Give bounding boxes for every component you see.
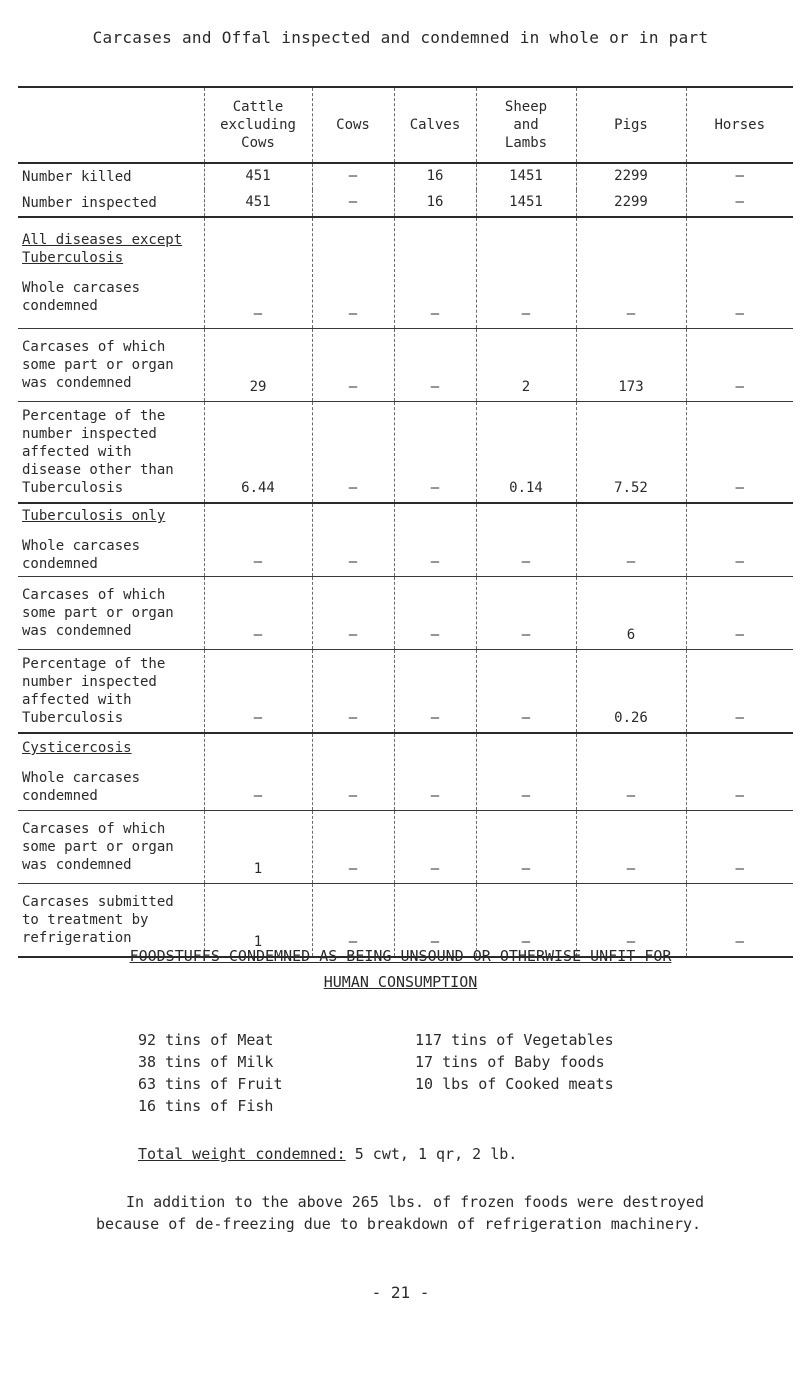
table-cell: [204, 733, 312, 811]
table-cell: [312, 577, 394, 650]
cell-value: –: [521, 627, 531, 643]
total-weight: [138, 1145, 517, 1163]
cell-value: –: [253, 306, 263, 322]
cell-value: –: [430, 480, 440, 496]
list-item: 16 tins of Fish: [138, 1097, 274, 1115]
table-cell: [204, 577, 312, 650]
table-row: [18, 650, 793, 734]
table-header-row: [18, 87, 793, 163]
table-cell: [476, 503, 576, 577]
cell-value: 29: [249, 379, 267, 395]
table-cell: [476, 329, 576, 402]
inspection-table: [18, 86, 793, 958]
column-header: Cows: [312, 87, 394, 163]
table-cell: [394, 503, 476, 577]
column-header: Cattle excluding Cows: [204, 87, 312, 163]
row-label: [18, 503, 204, 577]
cell-value: –: [735, 480, 744, 496]
table-cell: [204, 402, 312, 504]
cell-value: 16: [426, 168, 444, 184]
cell-value: –: [253, 627, 263, 643]
cell-value: –: [626, 788, 636, 804]
table-cell: [204, 217, 312, 329]
cell-value: –: [626, 306, 636, 322]
cell-value: –: [735, 627, 744, 643]
addition-line-2: because of de-freezing due to breakdown of refrigeration machinery.: [96, 1215, 702, 1233]
cell-value: 1451: [509, 194, 543, 210]
cell-value: –: [348, 168, 358, 184]
cell-value: –: [735, 194, 744, 210]
cell-value: –: [430, 710, 440, 726]
cell-value: –: [430, 788, 440, 804]
list-item: 63 tins of Fruit: [138, 1075, 283, 1093]
table-row: [18, 733, 793, 811]
page-title: Carcases and Offal inspected and condemned in whole or in part: [92, 28, 709, 47]
cell-value: –: [521, 934, 531, 950]
foodstuffs-heading: [0, 943, 801, 995]
cell-value: –: [430, 934, 440, 950]
cell-value: –: [626, 934, 636, 950]
table-row: [18, 217, 793, 329]
table-cell: [576, 217, 686, 329]
cell-value: –: [430, 627, 440, 643]
column-header: Sheep and Lambs: [476, 87, 576, 163]
cell-value: –: [348, 480, 358, 496]
table-cell: [686, 163, 793, 190]
cell-value: –: [735, 379, 744, 395]
table-cell: [394, 733, 476, 811]
row-label-text: Carcases of which some part or organ was condemned: [22, 821, 174, 873]
cell-value: –: [348, 627, 358, 643]
section-title: Tuberculosis only: [22, 508, 166, 524]
table-cell: [476, 163, 576, 190]
cell-value: 1: [253, 861, 263, 877]
table-cell: [576, 503, 686, 577]
cell-value: 2299: [614, 194, 648, 210]
table-cell: [686, 650, 793, 734]
table-cell: [204, 650, 312, 734]
cell-value: –: [430, 306, 440, 322]
row-label-text: Whole carcases condemned: [22, 538, 141, 572]
table-cell: [686, 329, 793, 402]
cell-value: 2: [521, 379, 531, 395]
cell-value: –: [521, 306, 531, 322]
table-row: [18, 163, 793, 190]
row-label: [18, 650, 204, 734]
cell-value: –: [348, 194, 358, 210]
list-item: 10 lbs of Cooked meats: [415, 1075, 614, 1093]
row-label: [18, 733, 204, 811]
cell-value: –: [521, 554, 531, 570]
table-cell: [686, 190, 793, 217]
table-cell: [576, 402, 686, 504]
table-cell: [312, 163, 394, 190]
row-label-text: Percentage of the number inspected affected with Tuberculosis: [22, 656, 166, 726]
cell-value: –: [348, 379, 358, 395]
foodstuffs-heading-line1: FOODSTUFFS CONDEMNED AS BEING UNSOUND OR OTHERWISE UNFIT FOR: [129, 947, 672, 965]
cell-value: –: [735, 710, 744, 726]
table-cell: [312, 811, 394, 884]
table-cell: [476, 577, 576, 650]
table-cell: [576, 190, 686, 217]
table-cell: [476, 650, 576, 734]
table-cell: [312, 402, 394, 504]
cell-value: 451: [245, 194, 271, 210]
table-cell: [204, 503, 312, 577]
cell-value: –: [626, 554, 636, 570]
table-cell: [312, 650, 394, 734]
table-row: [18, 811, 793, 884]
table-cell: [576, 577, 686, 650]
cell-value: –: [521, 788, 531, 804]
table-row: [18, 329, 793, 402]
cell-value: –: [626, 861, 636, 877]
cell-value: 16: [426, 194, 444, 210]
cell-value: –: [735, 306, 744, 322]
table-cell: [204, 163, 312, 190]
row-label-text: Whole carcases condemned: [22, 280, 141, 314]
table-row: [18, 577, 793, 650]
table-cell: [394, 217, 476, 329]
row-label-text: Whole carcases condemned: [22, 770, 141, 804]
cell-value: –: [735, 788, 744, 804]
list-item: 17 tins of Baby foods: [415, 1053, 605, 1071]
header-blank: [18, 87, 204, 163]
table-cell: [686, 503, 793, 577]
list-item: 92 tins of Meat: [138, 1031, 274, 1049]
cell-value: 6.44: [241, 480, 275, 496]
table-cell: [476, 733, 576, 811]
row-label: [18, 402, 204, 504]
foodstuffs-list-left: [138, 1029, 283, 1117]
cell-value: –: [253, 788, 263, 804]
row-label-text: Number killed: [22, 169, 132, 185]
row-label: [18, 577, 204, 650]
cell-value: 1451: [509, 168, 543, 184]
row-label: [18, 217, 204, 329]
total-weight-label: Total weight condemned:: [138, 1145, 346, 1163]
table-cell: [686, 811, 793, 884]
cell-value: 173: [618, 379, 644, 395]
table-cell: [204, 811, 312, 884]
cell-value: 1: [253, 934, 263, 950]
cell-value: –: [348, 861, 358, 877]
table-cell: [576, 329, 686, 402]
cell-value: –: [735, 554, 744, 570]
table-cell: [312, 217, 394, 329]
column-header: Calves: [394, 87, 476, 163]
table-cell: [686, 402, 793, 504]
table-cell: [394, 163, 476, 190]
row-label-text: Carcases of which some part or organ was condemned: [22, 339, 174, 391]
table-cell: [476, 217, 576, 329]
addition-note: [96, 1191, 796, 1235]
cell-value: –: [253, 554, 263, 570]
table-row: [18, 402, 793, 504]
table-cell: [686, 577, 793, 650]
table-cell: [686, 217, 793, 329]
table-row: [18, 503, 793, 577]
table-cell: [204, 190, 312, 217]
table-cell: [394, 329, 476, 402]
cell-value: –: [430, 861, 440, 877]
table-cell: [686, 733, 793, 811]
table-cell: [476, 811, 576, 884]
table-cell: [394, 811, 476, 884]
cell-value: 6: [626, 627, 636, 643]
cell-value: –: [348, 554, 358, 570]
foodstuffs-list-right: [415, 1029, 614, 1095]
cell-value: –: [253, 710, 263, 726]
cell-value: –: [348, 710, 358, 726]
row-label: [18, 329, 204, 402]
table-row: [18, 190, 793, 217]
table-cell: [576, 733, 686, 811]
row-label-text: Carcases submitted to treatment by refrigeration: [22, 894, 174, 946]
table-cell: [394, 650, 476, 734]
cell-value: 2299: [614, 168, 648, 184]
cell-value: –: [735, 168, 744, 184]
table-cell: [312, 190, 394, 217]
table-cell: [476, 402, 576, 504]
table-cell: [576, 811, 686, 884]
cell-value: –: [430, 379, 440, 395]
cell-value: –: [521, 861, 531, 877]
cell-value: –: [521, 710, 531, 726]
cell-value: 0.26: [614, 710, 648, 726]
row-label: [18, 190, 204, 217]
cell-value: –: [348, 934, 358, 950]
table-cell: [312, 503, 394, 577]
cell-value: 7.52: [614, 480, 648, 496]
row-label-text: Number inspected: [22, 195, 157, 211]
table-cell: [576, 163, 686, 190]
row-label-text: Carcases of which some part or organ was condemned: [22, 587, 174, 639]
column-header: Horses: [686, 87, 793, 163]
foodstuffs-heading-line2: HUMAN CONSUMPTION: [323, 973, 478, 991]
cell-value: 451: [245, 168, 271, 184]
cell-value: –: [348, 306, 358, 322]
column-header: Pigs: [576, 87, 686, 163]
table-cell: [476, 190, 576, 217]
section-title: Cysticercosis: [22, 740, 132, 756]
table-cell: [204, 329, 312, 402]
addition-line-1: In addition to the above 265 lbs. of frozen foods were destroyed: [126, 1193, 704, 1211]
table-cell: [576, 650, 686, 734]
row-label: [18, 163, 204, 190]
page-number: - 21 -: [371, 1283, 430, 1302]
table-cell: [394, 190, 476, 217]
section-title: All diseases except Tuberculosis: [22, 232, 183, 266]
table-cell: [394, 577, 476, 650]
cell-value: –: [735, 934, 744, 950]
row-label: [18, 811, 204, 884]
total-weight-value: 5 cwt, 1 qr, 2 lb.: [354, 1145, 518, 1163]
table-cell: [312, 733, 394, 811]
cell-value: –: [348, 788, 358, 804]
table-cell: [394, 402, 476, 504]
list-item: 38 tins of Milk: [138, 1053, 274, 1071]
cell-value: –: [735, 861, 744, 877]
list-item: 117 tins of Vegetables: [415, 1031, 614, 1049]
cell-value: –: [430, 554, 440, 570]
row-label-text: Percentage of the number inspected affected with disease other than Tuberculosis: [22, 408, 174, 496]
cell-value: 0.14: [509, 480, 543, 496]
table-cell: [312, 329, 394, 402]
